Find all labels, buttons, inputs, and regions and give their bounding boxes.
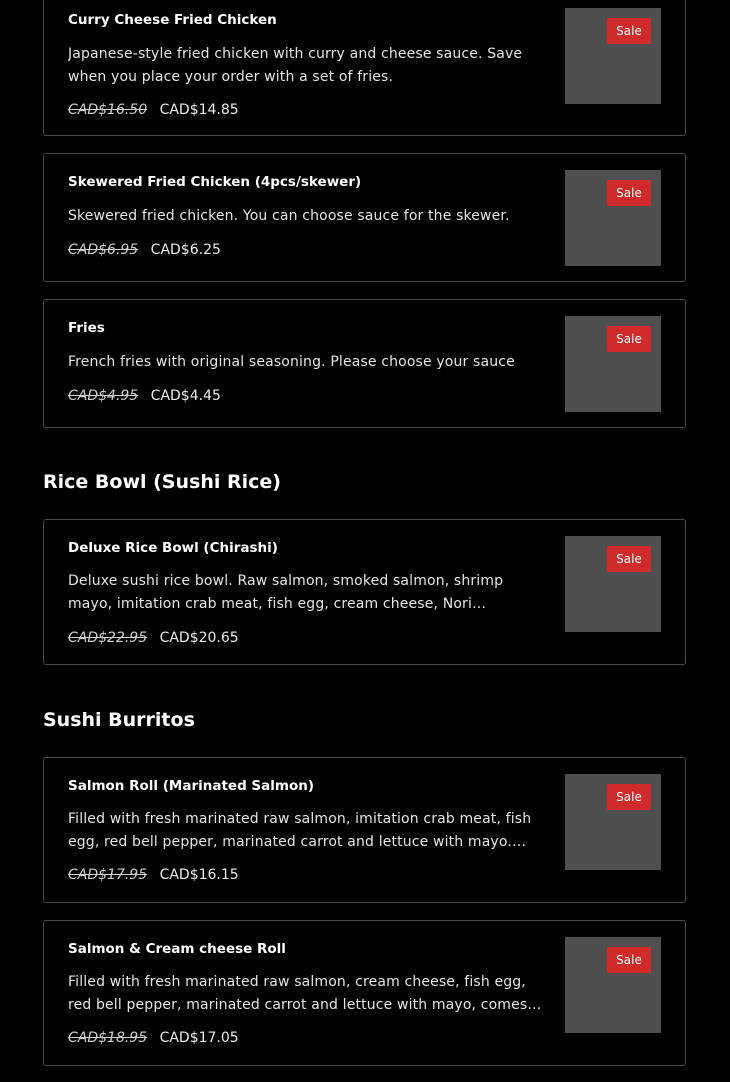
menu-item-image[interactable]: [565, 536, 661, 632]
menu-item-description: Japanese-style fried chicken with curry and cheese sauce. Save when you place your order with a set of fries.: [68, 46, 523, 85]
menu-item-title: Curry Cheese Fried Chicken: [68, 12, 277, 28]
menu-item-image[interactable]: [565, 774, 661, 870]
menu-item-description: Deluxe sushi rice bowl. Raw salmon, smoked salmon, shrimp mayo, imitation crab meat, fish egg, cream cheese, Nori: [68, 573, 504, 612]
original-price: CAD$4.95: [68, 388, 139, 404]
menu-item-title: Salmon & Cream cheese Roll: [68, 941, 286, 957]
menu-item-card[interactable]: [43, 757, 686, 903]
sale-badge: Sale: [607, 784, 651, 810]
menu-item-price: [68, 387, 221, 405]
menu-item-description: Filled with fresh marinated raw salmon, imitation crab meat, fish egg, red bell pepper, marinated carrot and lettuce with mayo.: [68, 811, 532, 850]
sale-price: CAD$16.15: [159, 867, 239, 883]
original-price: CAD$18.95: [68, 1030, 148, 1046]
menu-item-price: [68, 866, 239, 884]
menu-item-title: Fries: [68, 320, 105, 336]
sale-badge: Sale: [607, 947, 651, 973]
menu-item-card[interactable]: [43, 519, 686, 665]
sale-badge: Sale: [607, 326, 651, 352]
section-heading: Rice Bowl (Sushi Rice): [43, 471, 281, 493]
menu-item-card[interactable]: [43, 299, 686, 428]
menu-item-image[interactable]: [565, 8, 661, 104]
menu-item-card[interactable]: [43, 920, 686, 1066]
menu-item-image[interactable]: [565, 316, 661, 412]
sale-price: CAD$4.45: [150, 388, 221, 404]
sale-badge: Sale: [607, 546, 651, 572]
sale-badge: Sale: [607, 180, 651, 206]
menu-item-description: French fries with original seasoning. Please choose your sauce: [68, 354, 515, 370]
sale-badge: Sale: [607, 18, 651, 44]
sale-price: CAD$6.25: [150, 242, 221, 258]
original-price: CAD$16.50: [68, 102, 148, 118]
menu-item-description: Filled with fresh marinated raw salmon, cream cheese, fish egg, red bell pepper, marinated carrot and lettuce with mayo, comes: [68, 974, 528, 1013]
sale-price: CAD$20.65: [159, 630, 239, 646]
menu-item-price: [68, 1029, 239, 1047]
sale-price: CAD$14.85: [159, 102, 239, 118]
section-heading: Sushi Burritos: [43, 709, 195, 731]
menu-item-card[interactable]: [43, 0, 686, 136]
original-price: CAD$17.95: [68, 867, 148, 883]
menu-item-title: Salmon Roll (Marinated Salmon): [68, 778, 315, 794]
menu-item-image[interactable]: [565, 937, 661, 1033]
menu-item-description: Skewered fried chicken. You can choose sauce for the skewer.: [68, 208, 510, 224]
original-price: CAD$22.95: [68, 630, 148, 646]
menu-item-price: [68, 629, 239, 647]
menu-item-price: [68, 101, 239, 119]
menu-item-price: [68, 241, 221, 259]
original-price: CAD$6.95: [68, 242, 139, 258]
sale-price: CAD$17.05: [159, 1030, 239, 1046]
menu-item-card[interactable]: [43, 153, 686, 282]
menu-item-title: Skewered Fried Chicken (4pcs/skewer): [68, 174, 362, 190]
menu-item-image[interactable]: [565, 170, 661, 266]
menu-item-title: Deluxe Rice Bowl (Chirashi): [68, 540, 278, 556]
